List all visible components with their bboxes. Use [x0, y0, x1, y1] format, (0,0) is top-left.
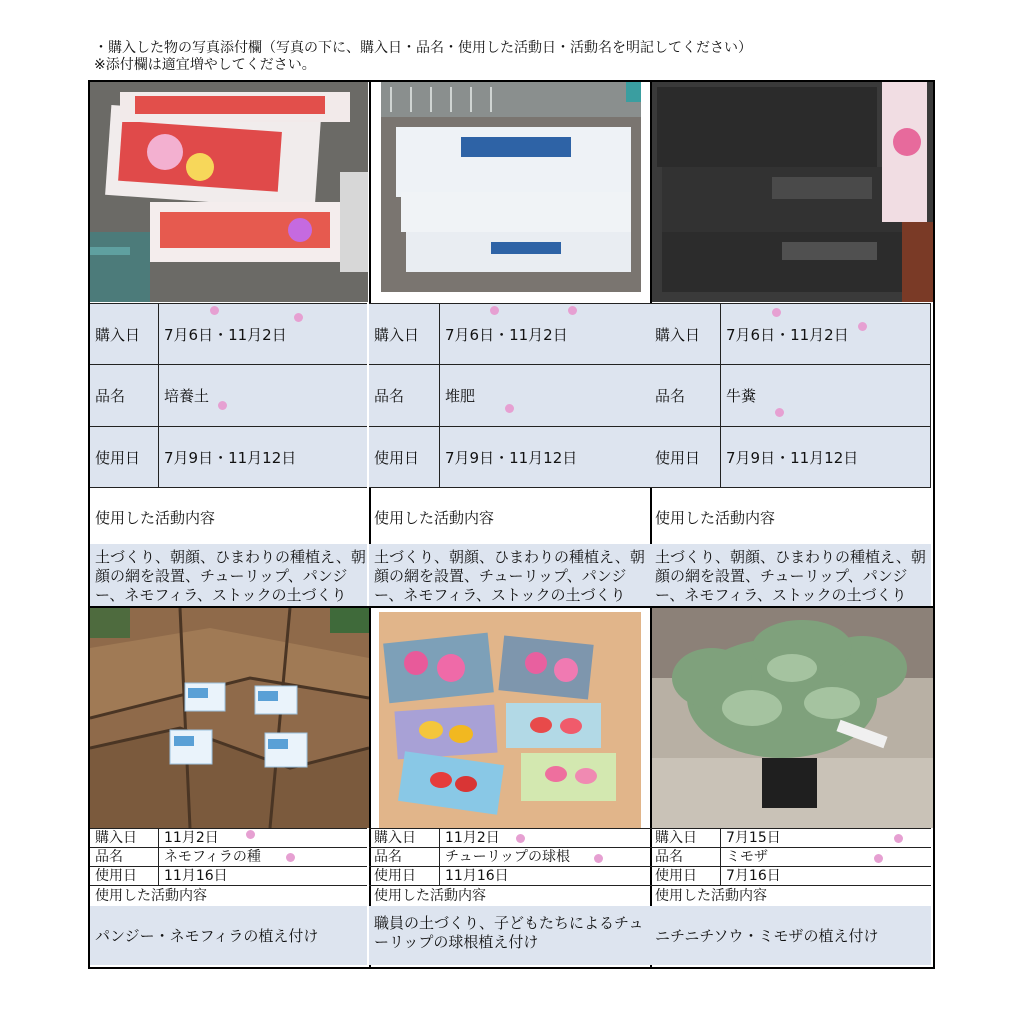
- use-date-label: 使用日: [650, 427, 720, 488]
- item-name-value: ミモザ: [720, 848, 931, 867]
- photo-soil-bags: [90, 82, 368, 302]
- use-date-value: 11月16日: [439, 867, 650, 886]
- purchase-date-label: 購入日: [369, 303, 439, 365]
- activity-label: 使用した活動内容: [374, 508, 495, 527]
- use-date-label: 使用日: [369, 867, 439, 886]
- entry-nemophila: [88, 608, 369, 967]
- activity-value: 土づくり、朝顔、ひまわりの種植え、朝顔の網を設置、チューリップ、パンジー、ネモフィラ、ストックの土づくり: [369, 544, 650, 606]
- purchase-date-label: 購入日: [369, 828, 439, 848]
- pink-dot: [490, 306, 499, 315]
- pink-dot: [874, 854, 883, 863]
- entry-manure: [650, 80, 931, 606]
- pink-dot: [516, 834, 525, 843]
- use-date-value: 7月16日: [720, 867, 931, 886]
- purchase-date-label: 購入日: [650, 828, 720, 848]
- item-name-label: 品名: [650, 848, 720, 867]
- pink-dot: [594, 854, 603, 863]
- entry-tulip: [369, 608, 650, 967]
- activity-value: 土づくり、朝顔、ひまわりの種植え、朝顔の網を設置、チューリップ、パンジー、ネモフィラ、ストックの土づくり: [650, 544, 931, 606]
- pink-dot: [286, 853, 295, 862]
- pink-dot: [246, 830, 255, 839]
- purchase-date-value: 7月6日・11月2日: [720, 303, 931, 365]
- activity-value: 職員の土づくり、子どもたちによるチューリップの球根植え付け: [369, 906, 650, 965]
- pink-dot: [294, 313, 303, 322]
- activity-label: 使用した活動内容: [374, 888, 486, 904]
- pink-dot: [858, 322, 867, 331]
- purchase-date-label: 購入日: [90, 828, 158, 848]
- activity-value: パンジー・ネモフィラの植え付け: [90, 906, 367, 965]
- use-date-label: 使用日: [90, 867, 158, 886]
- entry-soil: [88, 80, 369, 606]
- item-name-value: チューリップの球根: [439, 848, 650, 867]
- activity-value: 土づくり、朝顔、ひまわりの種植え、朝顔の網を設置、チューリップ、パンジー、ネモフィラ、ストックの土づくり: [90, 544, 367, 606]
- item-name-value: 培養土: [158, 365, 367, 427]
- use-date-value: 7月9日・11月12日: [439, 427, 650, 488]
- item-name-value: 堆肥: [439, 365, 650, 427]
- pink-dot: [772, 308, 781, 317]
- purchase-date-value: 7月6日・11月2日: [158, 303, 367, 365]
- instruction-line-1: ・購入した物の写真添付欄（写真の下に、購入日・品名・使用した活動日・活動名を明記してください）: [94, 40, 752, 56]
- activity-label: 使用した活動内容: [95, 508, 216, 527]
- activity-label: 使用した活動内容: [95, 888, 207, 904]
- use-date-label: 使用日: [90, 427, 158, 488]
- pink-dot: [775, 408, 784, 417]
- pink-dot: [505, 404, 514, 413]
- purchase-date-label: 購入日: [650, 303, 720, 365]
- item-name-label: 品名: [369, 365, 439, 427]
- use-date-label: 使用日: [650, 867, 720, 886]
- purchase-date-value: 7月6日・11月2日: [439, 303, 650, 365]
- pink-dot: [210, 306, 219, 315]
- activity-value: ニチニチソウ・ミモザの植え付け: [650, 906, 931, 965]
- pink-dot: [218, 401, 227, 410]
- photo-mimosa-plant: [652, 608, 933, 828]
- item-name-label: 品名: [369, 848, 439, 867]
- entry-compost: [369, 80, 650, 606]
- use-date-label: 使用日: [369, 427, 439, 488]
- pink-dot: [894, 834, 903, 843]
- purchase-date-label: 購入日: [90, 303, 158, 365]
- entry-mimosa: [650, 608, 931, 967]
- photo-seed-packets: [90, 608, 369, 828]
- purchase-date-value: 7月15日: [720, 828, 931, 848]
- photo-manure-bags: [652, 82, 933, 302]
- item-name-label: 品名: [90, 848, 158, 867]
- attachment-table: [88, 80, 933, 968]
- instructions: [94, 40, 752, 74]
- instruction-line-2: ※添付欄は適宜増やしてください。: [94, 57, 316, 73]
- purchase-date-value: 11月2日: [158, 828, 367, 848]
- item-name-label: 品名: [650, 365, 720, 427]
- activity-label: 使用した活動内容: [655, 508, 776, 527]
- photo-tulip-bulbs: [371, 608, 650, 828]
- pink-dot: [568, 306, 577, 315]
- use-date-value: 7月9日・11月12日: [158, 427, 367, 488]
- use-date-value: 11月16日: [158, 867, 367, 886]
- photo-compost-bags: [371, 82, 650, 302]
- item-name-label: 品名: [90, 365, 158, 427]
- item-name-value: ネモフィラの種: [158, 848, 367, 867]
- activity-label: 使用した活動内容: [655, 888, 767, 904]
- purchase-date-value: 11月2日: [439, 828, 650, 848]
- use-date-value: 7月9日・11月12日: [720, 427, 931, 488]
- item-name-value: 牛糞: [720, 365, 931, 427]
